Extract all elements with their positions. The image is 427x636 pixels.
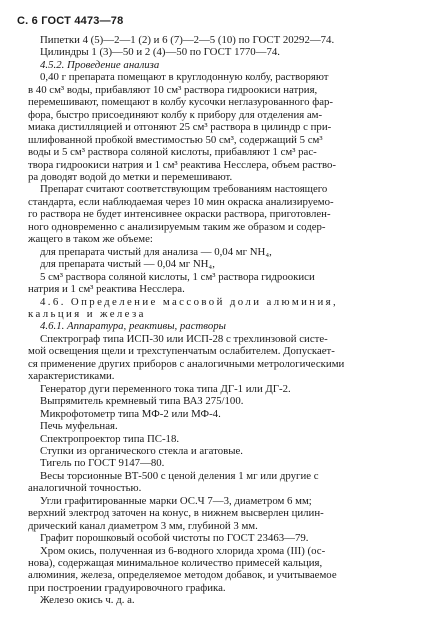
text-line: шлифованной пробкой вместимостью 50 см³, содержащий 5 см³ <box>28 133 323 146</box>
text-line: Спектрограф типа ИСП-30 или ИСП-28 с трехлинзовой систе- <box>40 332 328 345</box>
text-line: жащего в таком же объеме: <box>28 233 153 246</box>
text-line: алюминия, железа, определяемое методом добавок, и учитываемое <box>28 569 337 582</box>
text-line: Ступки из органического стекла и агатовые. <box>40 444 243 457</box>
document-body <box>28 34 412 607</box>
text-line: кальция и железа <box>28 307 146 320</box>
text-line: нова), содержащая минимальное количество примесей кальция, <box>28 557 323 570</box>
text-line: в 40 см³ воды, прибавляют 10 см³ раствора гидроокиси натрия, <box>28 83 318 96</box>
text-line: Генератор дуги переменного тока типа ДГ-1 или ДГ-2. <box>40 382 291 395</box>
text-line: 5 см³ раствора соляной кислоты, 1 см³ раствора гидроокиси <box>40 270 315 283</box>
text-line: дрический канал диаметром 3 мм, глубиной 3 мм. <box>28 519 258 532</box>
text-line: миака дистилляцией и отгоняют 25 см³ раствора в цилиндр с при- <box>28 121 332 134</box>
page-header: С. 6 ГОСТ 4473—78 <box>17 15 124 27</box>
text-line: 4.6. Определение массовой доли алюминия, <box>40 295 339 308</box>
text-line: Хром окись, полученная из 6-водного хлорида хрома (III) (ос- <box>40 544 326 557</box>
text-line: Тигель по ГОСТ 9147—80. <box>40 457 165 470</box>
text-line: воды и 5 см³ раствора соляной кислоты, прибавляют 1 см³ рас- <box>28 146 317 159</box>
text-line: стандарта, если наблюдаемая через 10 мин окраска анализируемо- <box>28 195 334 208</box>
text-line: Графит порошковый особой чистоты по ГОСТ 23463—79. <box>40 532 309 545</box>
text-line: Микрофотометр типа МФ-2 или МФ-4. <box>40 407 221 420</box>
text-line: перемешивают, помещают в колбу кусочки неглазурованного фар- <box>28 96 333 109</box>
text-line: Угли графитированные марки ОС.Ч 7—3, диаметром 6 мм; <box>40 494 312 507</box>
text-line: Спектропроектор типа ПС-18. <box>40 432 180 445</box>
text-line: натрия и 1 см³ реактива Несслера. <box>28 283 185 296</box>
text-line: Препарат считают соответствующим требованиям настоящего <box>40 183 328 196</box>
text-line: 4.6.1. Аппаратура, реактивы, растворы <box>40 320 226 333</box>
text-line: Выпрямитель кремневый типа ВАЗ 275/100. <box>40 395 244 408</box>
text-line: Весы торсионные ВТ-500 с ценой деления 1 мг или другие с <box>40 469 319 482</box>
text-line: верхний электрод заточен на конус, в нижнем высверлен цилин- <box>28 507 324 520</box>
text-line: Печь муфельная. <box>40 420 118 433</box>
text-line: ся применение других приборов с аналогичными метрологическими <box>28 357 345 370</box>
text-line: твора гидроокиси натрия и 1 см³ реактива Несслера, объем раство- <box>28 158 336 171</box>
text-line: для препарата чистый — 0,04 мг NH₄, <box>40 258 215 271</box>
text-line: Цилиндры 1 (3)—50 и 2 (4)—50 по ГОСТ 1770—74. <box>40 46 280 59</box>
text-line: Пипетки 4 (5)—2—1 (2) и 6 (7)—2—5 (10) по ГОСТ 20292—74. <box>40 34 335 46</box>
text-line: фора, быстро присоединяют колбу к прибору для отделения ам- <box>28 108 323 121</box>
text-line: при построении градуировочного графика. <box>28 581 226 594</box>
text-line: аналогичной точностью. <box>28 482 142 495</box>
text-line: 4.5.2. Проведение анализа <box>40 58 160 71</box>
text-line: характеристиками. <box>28 370 115 383</box>
text-line: 0,40 г препарата помещают в круглодонную колбу, растворяют <box>40 71 329 84</box>
text-line: ра доводят водой до метки и перемешивают. <box>28 170 233 183</box>
text-line: ного одновременно с анализируемым таким же образом и содер- <box>28 220 326 233</box>
text-line: мой освещения щели и трехступенчатым ослабителем. Допускает- <box>28 345 335 358</box>
text-line: для препарата чистый для анализа — 0,04 мг NH₄, <box>40 245 272 258</box>
text-line: го раствора не будет интенсивнее окраски раствора, приготовлен- <box>28 208 331 221</box>
text-line: Железо окись ч. д. а. <box>40 594 135 607</box>
